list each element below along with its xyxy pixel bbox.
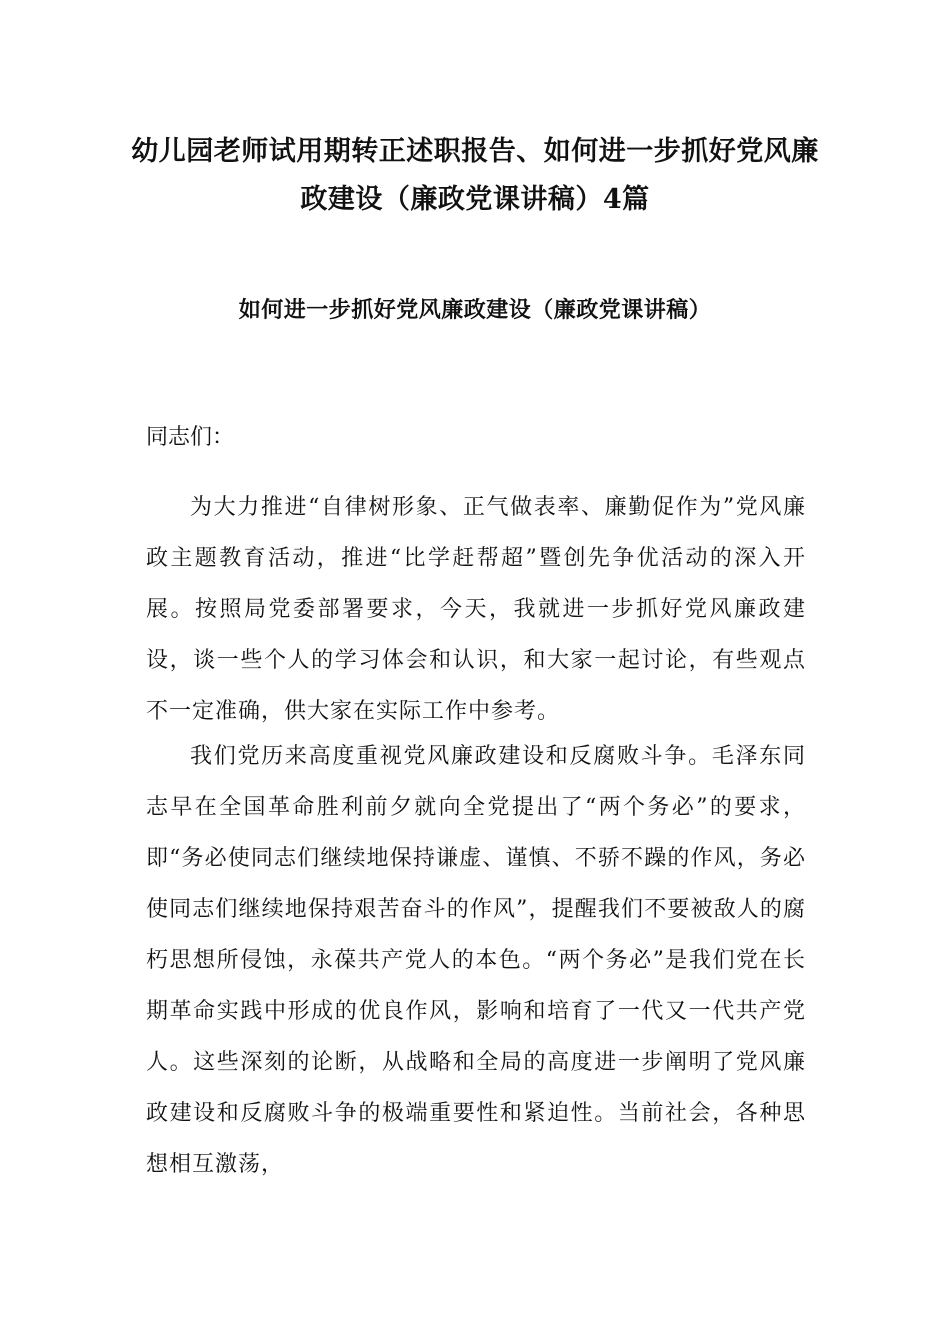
- salutation: 同志们：: [146, 425, 235, 450]
- document-title: 幼儿园老师试用期转正述职报告、如何进一步抓好党风廉政建设（廉政党课讲稿）4篇: [131, 136, 819, 215]
- section-title: 如何进一步抓好党风廉政建设（廉政党课讲稿）: [238, 297, 712, 323]
- body-paragraph-1: 为大力推进“自律树形象、正气做表率、廉勤促作为”党风廉政主题教育活动，推进“比学赶帮超”暨创先争优活动的深入开展。按照局党委部署要求，今天，我就进一步抓好党风廉政建设，谈一些个人的学习体会和认识，和大家一起讨论，有些观点不一定准确，供大家在实际工作中参考。: [146, 495, 806, 724]
- body-paragraph-2: 我们党历来高度重视党风廉政建设和反腐败斗争。毛泽东同志早在全国革命胜利前夕就向全党提出了“两个务必”的要求，即“务必使同志们继续地保持谦虚、谨慎、不骄不躁的作风，务必使同志们继续地保持艰苦奋斗的作风”，提醒我们不要被敌人的腐朽思想所侵蚀，永葆共产党人的本色。“两个务必”是我们党在长期革命实践中形成的优良作风，影响和培育了一代又一代共产党人。这些深刻的论断，从战略和全局的高度进一步阐明了党风廉政建设和反腐败斗争的极端重要性和紧迫性。当前社会，各种思想相互激荡，: [146, 744, 806, 1177]
